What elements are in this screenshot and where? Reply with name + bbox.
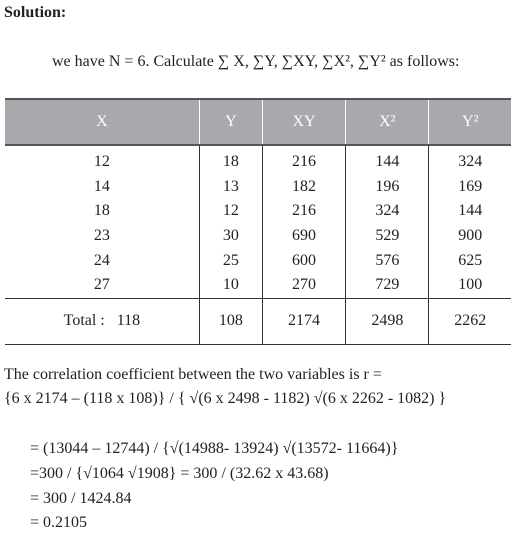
cell-x: 18 [5,199,199,224]
total-y-squared: 2262 [429,298,511,344]
table-row [5,175,511,200]
cell-y: 10 [199,273,262,298]
cell-x-squared: 729 [346,273,429,298]
table-row [5,145,511,175]
cell-xy: 216 [262,199,345,224]
cell-x-squared: 324 [346,199,429,224]
cell-y-squared: 625 [458,251,483,269]
header-x-squared: X² [346,99,429,145]
cell-x-squared: 144 [346,145,429,175]
cell-x: 27 [5,273,199,298]
total-y: 108 [199,298,262,344]
cell-y-squared: 100 [458,276,483,294]
data-table [5,98,511,345]
cell-x-squared: 196 [346,175,429,200]
table-row [5,273,511,298]
cell-y-squared: 169 [458,177,483,195]
cell-y: 12 [199,199,262,224]
table-header-row [5,99,511,145]
table-row [5,199,511,224]
cell-xy: 270 [262,273,345,298]
intro-text: we have N = 6. Calculate ∑ X, ∑Y, ∑XY, ∑X², ∑Y² as follows: [52,53,460,70]
cell-y: 30 [199,224,262,249]
cell-y: 18 [199,145,262,175]
header-x: X [5,99,199,145]
cell-x: 12 [5,145,199,175]
correlation-statement: The correlation coefficient between the two variables is r = [4,366,382,383]
cell-y-squared: 324 [458,153,483,171]
cell-y: 25 [199,248,262,273]
calculation-step-3: = 300 / 1424.84 [30,490,132,507]
total-x: Total : 118 [5,298,199,344]
cell-xy: 216 [262,145,345,175]
cell-x-squared: 576 [346,248,429,273]
cell-xy: 690 [262,224,345,249]
cell-x: 23 [5,224,199,249]
total-x-squared: 2498 [346,298,429,344]
calculation-step-1: = (13044 – 12744) / {√(14988- 13924) √(13572- 11664)} [30,440,399,457]
cell-x: 14 [5,175,199,200]
cell-y: 13 [199,175,262,200]
cell-xy: 182 [262,175,345,200]
total-row [5,298,511,344]
calculation-step-2: =300 / {√1064 √1908} = 300 / (32.62 x 43.68) [30,465,329,482]
header-y-squared: Y² [429,99,511,145]
header-y: Y [199,99,262,145]
total-xy: 2174 [262,298,345,344]
solution-heading: Solution: [4,4,67,21]
cell-y-squared: 144 [458,202,483,220]
cell-x: 24 [5,248,199,273]
calculation-result: = 0.2105 [30,514,88,531]
cell-xy: 600 [262,248,345,273]
header-xy: XY [262,99,345,145]
correlation-formula: {6 x 2174 – (118 x 108)} / { √(6 x 2498 - 1182) √(6 x 2262 - 1082) } [4,390,447,407]
cell-x-squared: 529 [346,224,429,249]
table-row [5,248,511,273]
cell-y-squared: 900 [458,227,483,245]
table-row [5,224,511,249]
